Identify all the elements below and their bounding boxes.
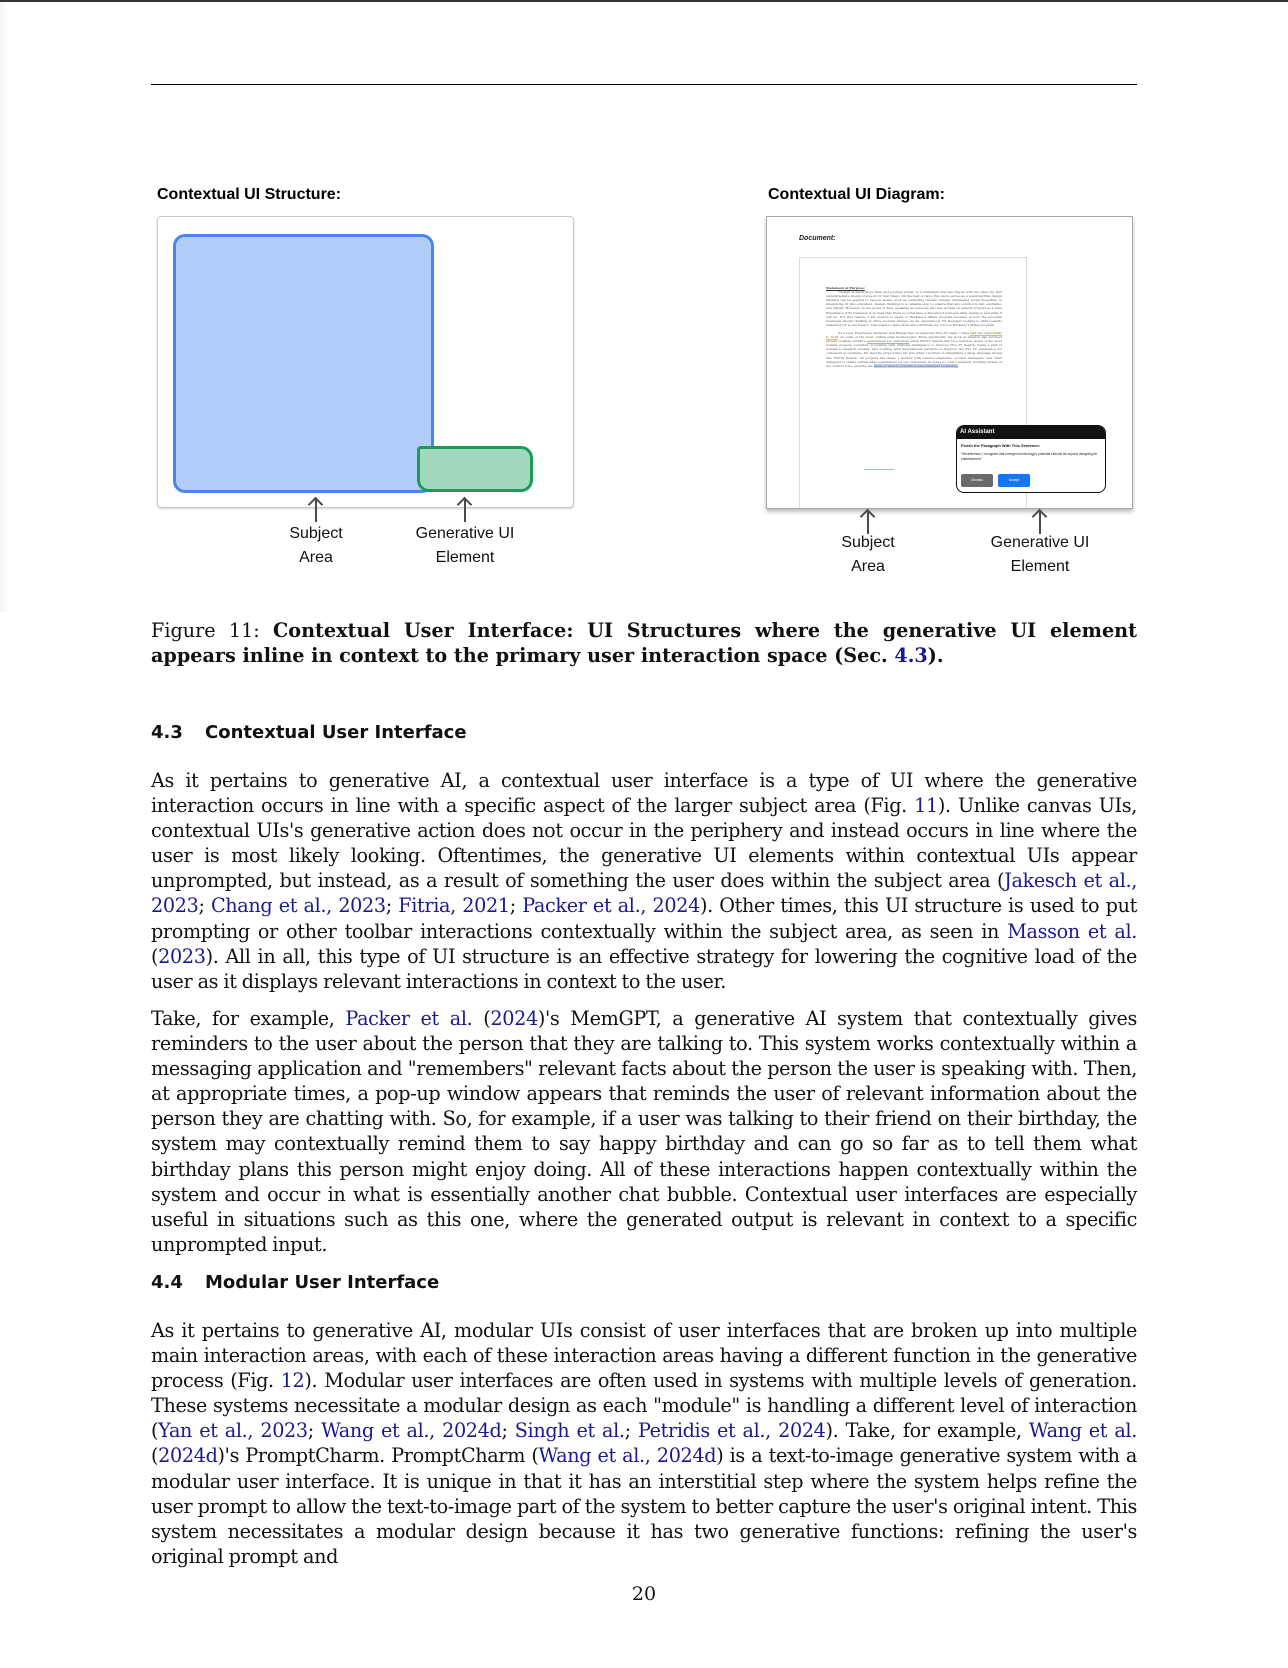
text-run: Take, for example, (151, 1007, 346, 1030)
text-run: )'s PromptCharm. PromptCharm ( (217, 1444, 539, 1468)
label-line: Subject (289, 525, 343, 542)
label-line: Area (851, 558, 885, 575)
text-run: ; (624, 1419, 638, 1443)
citation-link[interactable]: Chang et al., 2023 (210, 894, 386, 918)
subject-area-block (173, 234, 434, 493)
text-run: ; (501, 1419, 515, 1443)
section-number: 4.3 (151, 722, 183, 743)
text-run: ; (385, 894, 399, 918)
generative-ui-element-block (417, 446, 533, 492)
label-line: Element (435, 549, 495, 566)
body-paragraph (151, 768, 1137, 994)
text-run: )'s MemGPT, a generative AI system that contextually gives reminders to the user about the person that they are talking to. This system works contextually within a messaging application and "remembers" relevant facts about the person the user is speaking with. Then, at appropriate times, a pop-up window appears that reminds the user of relevant information about the person they are chatting with. So, for example, if a user was talking to their friend on their birthday, the system may contextually remind them to say happy birthday and can go so far as to tell them what birthday plans this person might enjoy doing. All of these interactions happen contextually within the system and occur in what is essentially another chat bubble. Contextual user interfaces are especially useful in situations such as this one, where the generated output is relevant in context to a specific unprompted input. (151, 1007, 1137, 1256)
selected-text: limits of what is possible in entertainment technology (873, 363, 959, 368)
text-run: As it pertains to generative AI, a contextual user interface is a type of UI where the generative interaction occurs in line with a specific aspect of the larger subject area (Fig. (151, 769, 1137, 818)
ai-assistant-header: AI Assistant (957, 426, 1105, 439)
text-run: ( (151, 944, 159, 968)
citation-link[interactable]: Singh et al. (514, 1419, 625, 1443)
ai-assistant-actions (961, 474, 1030, 487)
citation-link[interactable]: Packer et al. (345, 1007, 473, 1030)
text-run: ( (151, 1444, 159, 1468)
text-run: ). Take, for example, (825, 1419, 1029, 1443)
citation-link[interactable]: 2024d (158, 1444, 218, 1468)
section-title: Contextual User Interface (205, 722, 467, 743)
text-run: ). Other times, this UI structure is used to put prompting or other toolbar interactions contextually within the subject area, as seen in (151, 894, 1137, 943)
section-title: Modular User Interface (205, 1272, 440, 1293)
citation-link[interactable]: Masson et al. (1007, 919, 1137, 943)
text-run: As it pertains to generative AI, modular UIs consist of user interfaces that are broken up into multiple main interaction areas, with each of these interaction areas having a different function in the generative process (Fig. (151, 1319, 1137, 1393)
citation-link[interactable]: 12 (280, 1369, 305, 1393)
section-heading (151, 722, 467, 743)
document-paragraph: "Design is much more than just pushing pixels" is a statement that has stayed with me since my first undergraduate design course at UC San Diego. On the best of days, this quote serves as a reminder that design thinking can be applied to various issues, such as combating climate change, addressing social inequities, or integrating AI into education. Design thinking is a valuable step to ensure that any solution is fair, equitable, and ethical. However, on the worst of days, speaking as someone who has worked on several projects as a User Experience (UX) Designer, it is clear that there is sometimes a disconnect between what design is and what it can be. For this reason, I am excited to apply to Berkeley's MDes program because of how the program leverages design thinking to drive societal change. As an experienced UX Designer looking to shift towards designing for social impact, I am eager to learn from and contribute my voice to Berkeley's MDes program. (826, 290, 1002, 327)
generative-ui-element-label (970, 531, 1110, 579)
text-run: ; (509, 894, 523, 918)
caption-text: ). (927, 644, 944, 667)
text-run: ; (198, 894, 211, 918)
insertion-placeholder (864, 469, 894, 470)
label-line: Generative UI (415, 525, 515, 542)
structure-panel-title: Contextual UI Structure: (157, 186, 342, 203)
ai-assistant-suggestion: "Nevertheless, I recognize that emergent technology's potential extends far beyond designing for entertainment." (961, 452, 1098, 461)
document-paragraph (826, 331, 1002, 368)
caption-label: Figure 11: (151, 619, 274, 642)
text-run: ) is a text-to-image generative system with a modular user interface. It is unique in that it has an interstitial step where the system helps refine the user prompt to allow the text-to-image part of the system to better capture the user's original intent. This system necessitates a modular design because it has two generative functions: refining the user's original prompt and (151, 1444, 1137, 1568)
dismiss-button: Dismiss (961, 474, 993, 487)
text-run: ; (307, 1419, 322, 1443)
text-run: using FireTV Search and Live features. Some of my most notable projects consisted of working with artificial intelligence to improve Fire TV Search, being a part of extensive research studies, and working with international partners to improve the live TV experience for customers in Germany. My favorite project thus far was when I worked on integrating a large language model into FireTV Search. On projects like these, I worked with tenured engineers, product managers, and other designers to create cutting-edge experiences for our customers. In doing so, I am constantly working outside of my comfort zone, pushing the (826, 339, 1002, 368)
figure-caption (151, 618, 1137, 668)
header-rule (151, 84, 1137, 85)
ai-assistant-popup (956, 425, 1106, 493)
label-line: Area (299, 549, 333, 566)
document-heading: Statement of Purpose: (826, 286, 865, 290)
ai-assistant-instruction: Finish the Paragraph With This Sentence: (961, 443, 1041, 448)
citation-link[interactable]: Petridis et al., 2024 (637, 1419, 826, 1443)
citation-link[interactable]: Packer et al., 2024 (522, 894, 700, 918)
body-paragraph (151, 1318, 1137, 1569)
viewer-top-border (0, 0, 1288, 2)
text-run: on some of the most cutting-edge technologies. More specifically, my work at Amazon has revolved around creating intuitive (826, 335, 1002, 344)
document-text (826, 286, 1002, 372)
document-label: Document: (799, 235, 836, 242)
citation-link[interactable]: Yan et al., 2023 (158, 1419, 308, 1443)
text-run: ). Unlike canvas UIs, contextual UIs's generative action does not occur in the periphery and instead occurs in line where the user is most likely looking. Oftentimes, the generative UI elements within contextual UIs appear unprompted, but instead, as a result of something the user does within the subject area ( (151, 794, 1137, 893)
caption-text: Contextual User Interface: UI Structures where the generative UI element appears inline in context to the primary user interaction space (Sec. (151, 619, 1137, 667)
accept-button: Accept (998, 474, 1030, 487)
label-line: Subject (841, 534, 895, 551)
grammar-suggestion-highlight: had the opportunity to work (826, 330, 1002, 340)
generative-ui-element-label (395, 522, 535, 570)
up-arrow-icon (315, 498, 317, 522)
diagram-screenshot (766, 216, 1133, 509)
diagram-panel-title: Contextual UI Diagram: (768, 186, 945, 203)
up-arrow-icon (464, 498, 466, 522)
text-run: ). All in all, this type of UI structure is an effective strategy for lowering the cognitive load of the user as it displays relevant interactions in context to the user. (151, 944, 1137, 993)
citation-link[interactable]: 2024 (490, 1007, 538, 1030)
citation-link[interactable]: Wang et al., 2024d (321, 1419, 502, 1443)
style-suggestion-highlight: experiences for customers (866, 339, 909, 344)
text-run: As a User Experience Designer and Researcher on Amazon's Fire TV team, I have (838, 330, 971, 335)
label-line: Generative UI (990, 534, 1090, 551)
citation-link[interactable]: Wang et al. (1028, 1419, 1137, 1443)
citation-link[interactable]: Jakesch et al., 2023 (151, 869, 1137, 918)
section-reference-link[interactable]: 4.3 (894, 644, 928, 667)
citation-link[interactable]: 11 (914, 794, 938, 818)
citation-link[interactable]: Fitria, 2021 (398, 894, 510, 918)
subject-area-label (246, 522, 386, 570)
text-run: ( (472, 1007, 491, 1030)
body-paragraph (151, 1006, 1137, 1257)
page-number: 20 (631, 1583, 657, 1605)
text-run: ). Modular user interfaces are often used in systems with multiple levels of generation. These systems necessitate a modular design as each "module" is handling a different level of interaction ( (151, 1369, 1137, 1443)
section-number: 4.4 (151, 1272, 183, 1293)
subject-area-label (798, 531, 938, 579)
page-edge-shadow (0, 2, 9, 612)
label-line: Element (1010, 558, 1070, 575)
citation-link[interactable]: Wang et al., 2024d (538, 1444, 717, 1468)
section-heading (151, 1272, 439, 1293)
citation-link[interactable]: 2023 (158, 944, 206, 968)
